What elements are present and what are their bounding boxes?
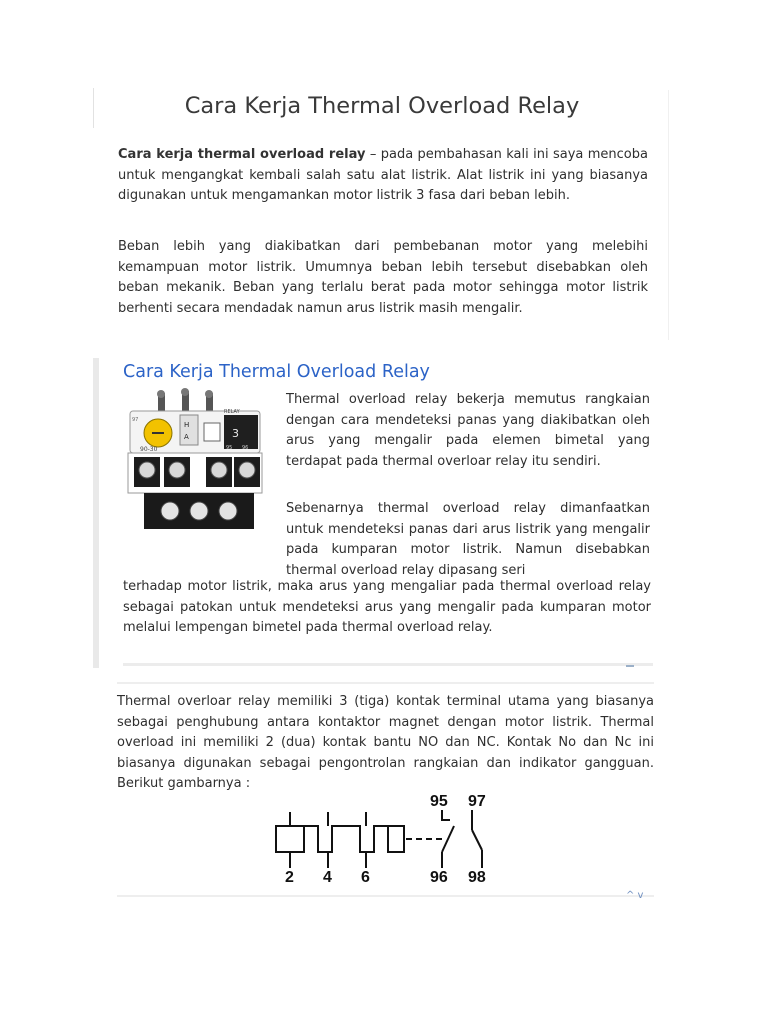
section3-top-divider bbox=[117, 682, 654, 684]
relay-label-h: H bbox=[184, 421, 190, 429]
section3-corner-mark[interactable]: ^ v bbox=[626, 890, 644, 901]
section1-title: Cara Kerja Thermal Overload Relay bbox=[184, 93, 580, 119]
relay-brand: RELAY bbox=[224, 409, 240, 415]
section3-bottom-divider bbox=[117, 895, 654, 897]
section1-right-border bbox=[668, 90, 669, 340]
section2-paragraph-2-continued: terhadap motor listrik, maka arus yang mengaliar pada thermal overload relay sebagai patokan untuk mendeteksi arus yang mengalir pada kumparan motor melalui lempengan bimetel pada thermal overload relay. bbox=[123, 579, 651, 635]
section2-left-border bbox=[93, 358, 99, 668]
diagram-label-6: 6 bbox=[361, 869, 370, 885]
relay-dial-marks: 90-30 bbox=[140, 446, 158, 453]
diagram-nc-contact bbox=[442, 810, 450, 820]
relay-code-top: 95 bbox=[226, 445, 233, 451]
paragraph-1-body: – pada pembahasan kali ini saya mencoba untuk mengangkat kembali salah satu alat listrik. Alat listrik ini yang biasanya digunakan untuk mengamankan motor listrik 3 fasa dari beban lebih. bbox=[118, 147, 648, 203]
thermal-overload-relay-image bbox=[120, 385, 270, 535]
diagram-label-98: 98 bbox=[468, 869, 486, 885]
section2-paragraph-1: Thermal overload relay bekerja memutus rangkaian dengan cara mendeteksi panas yang diakibatkan oleh arus yang mengalir pada elemen bimetal yang terdapat pada thermal overloar relay itu sendiri. bbox=[286, 392, 650, 469]
section2-scroll-marker bbox=[626, 665, 634, 667]
section3-paragraph: Thermal overloar relay memiliki 3 (tiga) kontak terminal utama yang biasanya sebagai penghubung antara kontaktor magnet dengan motor listrik. Thermal overload ini memiliki 2 (dua) kontak bantu NO dan NC. Kontak No dan Nc ini biasanya digunakan sebagai pengontrolan rangkaian dan indikator gangguan. Berikut gambarnya : bbox=[117, 694, 654, 791]
diagram-label-4: 4 bbox=[323, 869, 332, 885]
section1-paragraph-2: Beban lebih yang diakibatkan dari pembebanan motor yang melebihi kemampuan motor listrik. Umumnya beban lebih tersebut disebabkan oleh beban mekanik. Beban yang terlalu berat pada motor sehingga motor listrik berhenti secara mendadak namun arus listrik masih mengalir. bbox=[118, 239, 648, 316]
diagram-label-97: 97 bbox=[468, 793, 486, 810]
paragraph-1-bold-lead: Cara kerja thermal overload relay bbox=[118, 147, 366, 162]
diagram-label-2: 2 bbox=[285, 869, 294, 885]
relay-number: 3 bbox=[232, 427, 239, 440]
diagram-label-96: 96 bbox=[430, 869, 448, 885]
diagram-bracket-left bbox=[276, 826, 290, 852]
diagram-label-95: 95 bbox=[430, 793, 448, 810]
section2-bottom-divider bbox=[123, 663, 653, 666]
diagram-element-3 bbox=[346, 826, 404, 852]
section2-title: Cara Kerja Thermal Overload Relay bbox=[123, 362, 430, 382]
relay-terminal-block-top bbox=[224, 415, 258, 449]
section2-paragraph-2: Sebenarnya thermal overload relay dimanfaatkan untuk mendeteksi panas dari arus listrik yang mengalir pada kumparan motor listrik. Namun disebabkan thermal overload relay dipasang seri bbox=[286, 501, 650, 578]
section1-paragraph-1 bbox=[118, 145, 648, 207]
relay-code-bottom: 97 bbox=[132, 417, 139, 423]
relay-code-right: 96 bbox=[242, 445, 249, 451]
relay-contact-diagram bbox=[270, 790, 500, 885]
diagram-element-1 bbox=[290, 812, 304, 868]
relay-label-a: A bbox=[184, 433, 189, 441]
